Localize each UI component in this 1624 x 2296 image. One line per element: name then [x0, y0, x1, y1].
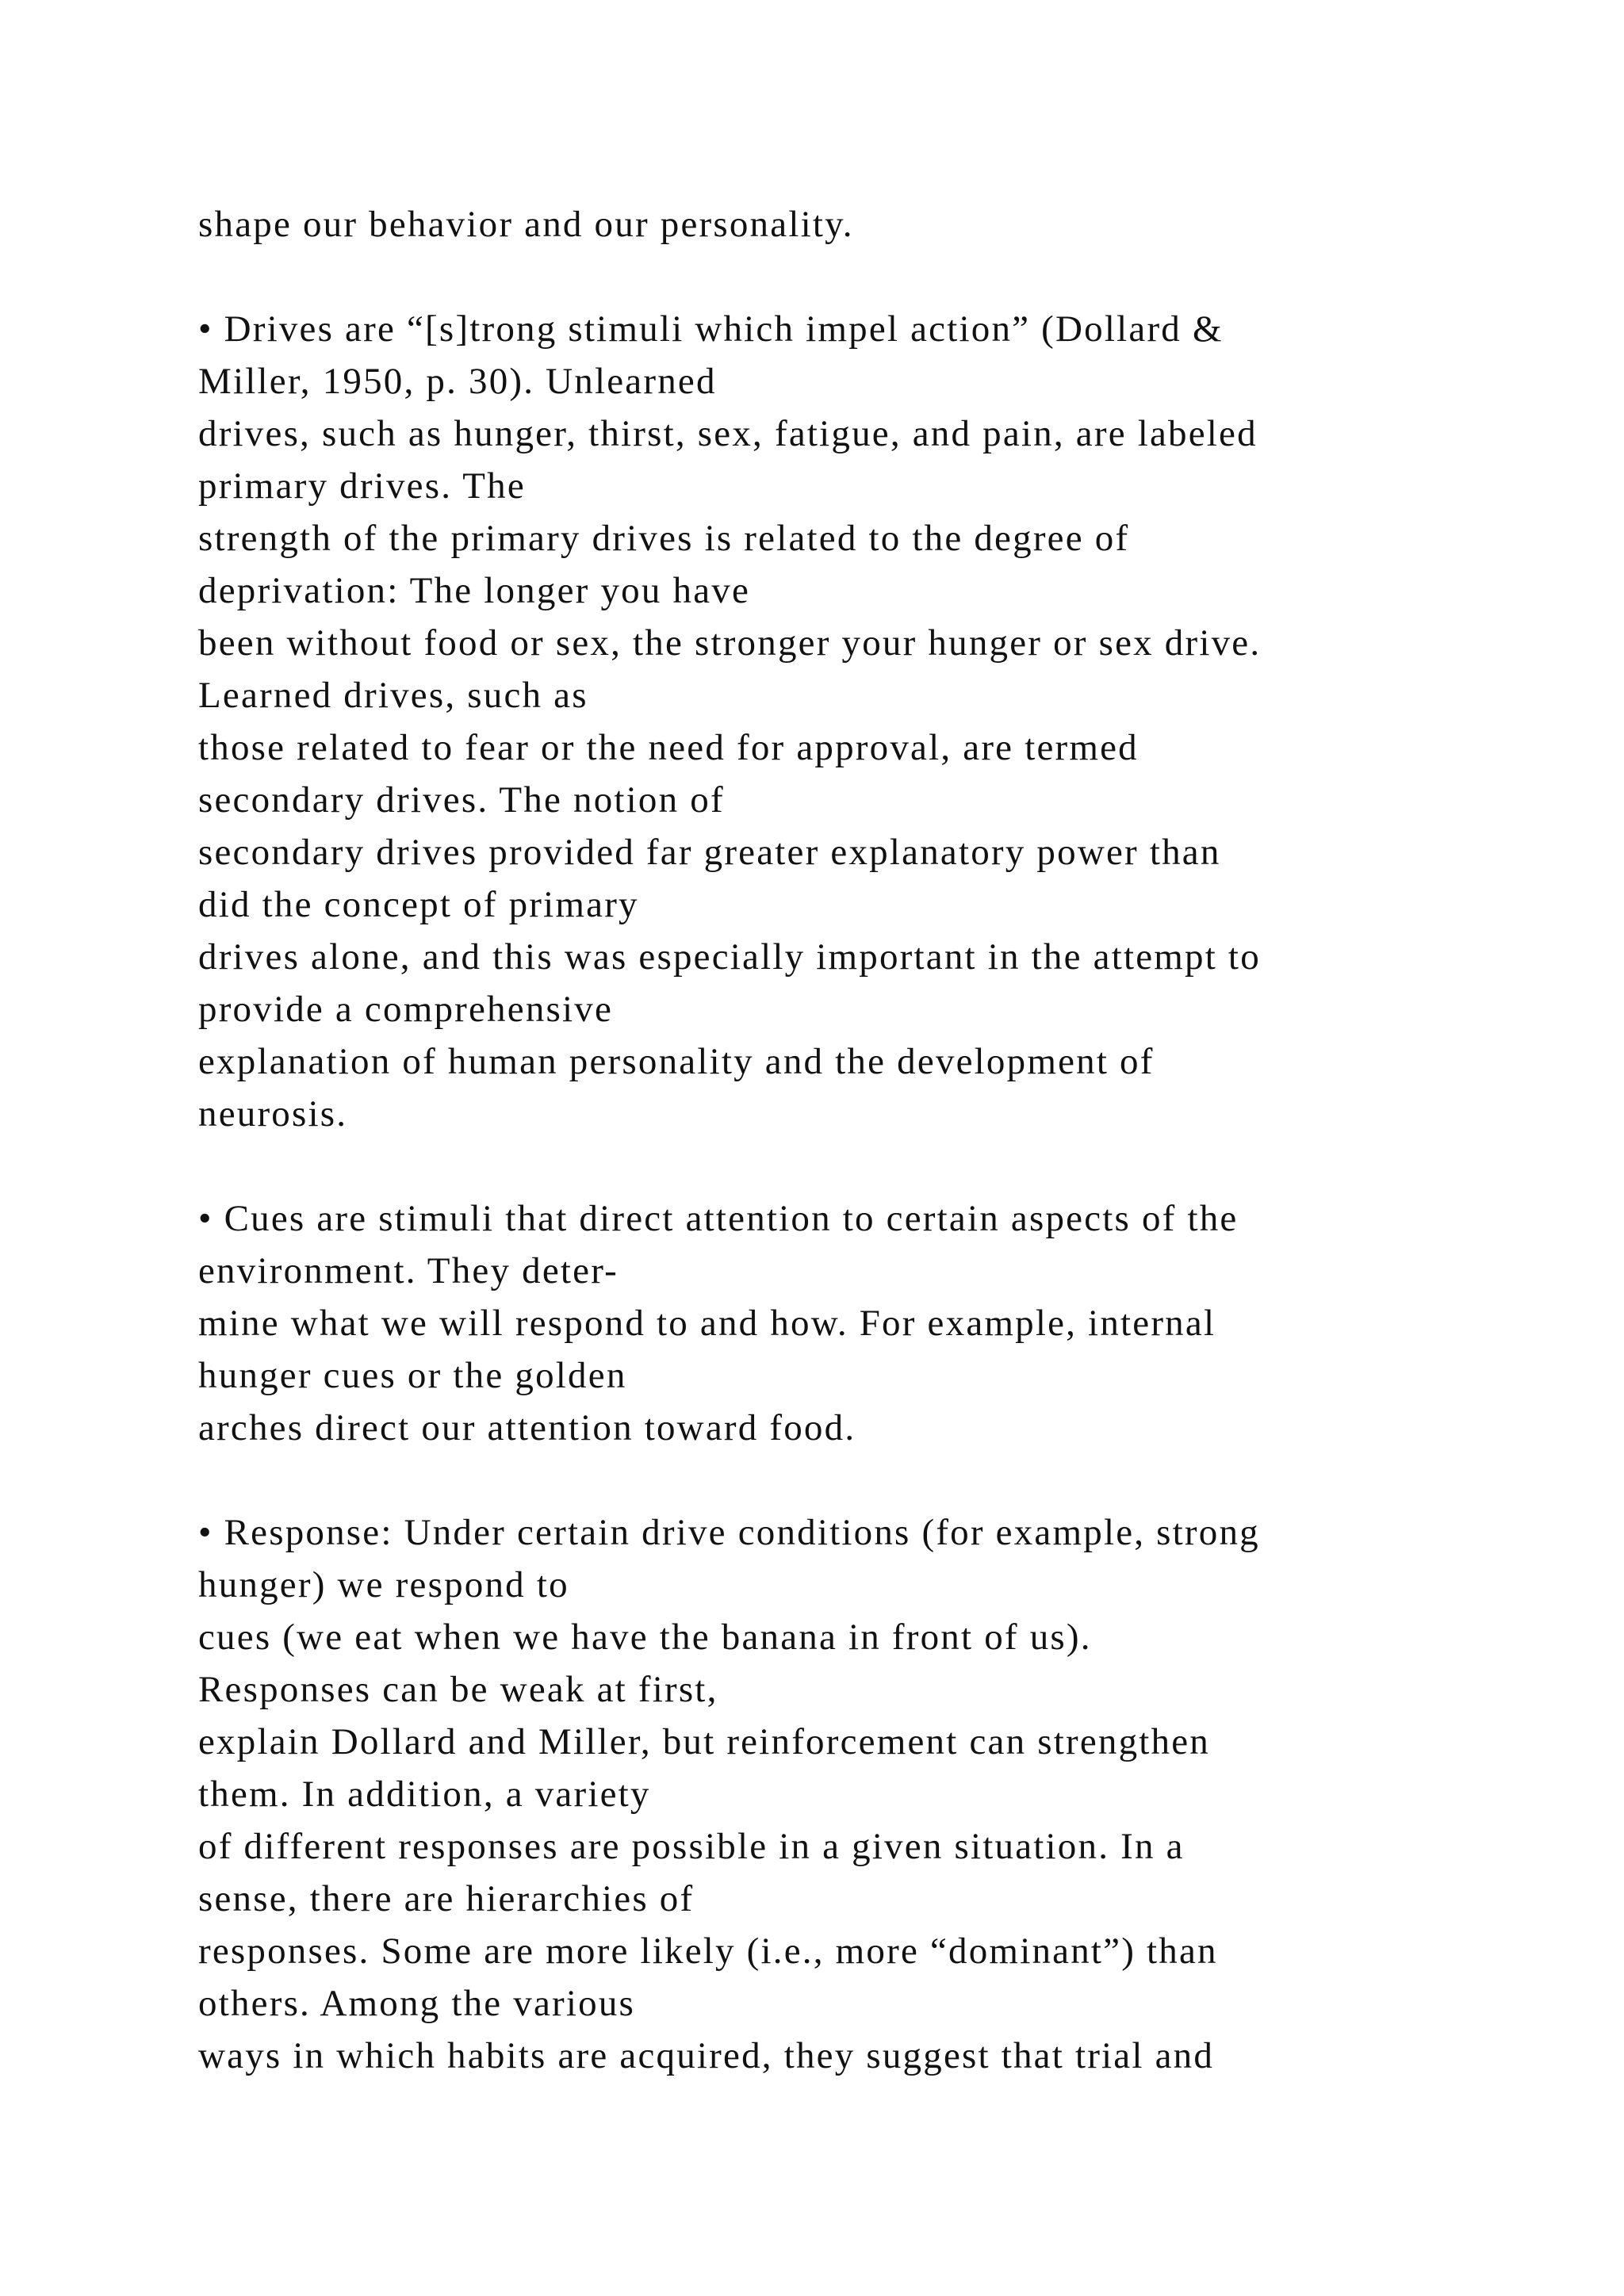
text-line: strength of the primary drives is related to the degree of	[198, 518, 1130, 559]
text-line: mine what we will respond to and how. For example, internal	[198, 1303, 1216, 1344]
text-line: Miller, 1950, p. 30). Unlearned	[198, 361, 717, 402]
text-line: • Response: Under certain drive conditions (for example, strong	[198, 1512, 1260, 1553]
text-line: deprivation: The longer you have	[198, 570, 751, 611]
text-line: provide a comprehensive	[198, 989, 614, 1030]
text-line: Responses can be weak at first,	[198, 1669, 718, 1710]
text-line: cues (we eat when we have the banana in front of us).	[198, 1617, 1092, 1658]
text-line: others. Among the various	[198, 1983, 636, 2024]
text-line: hunger cues or the golden	[198, 1355, 627, 1396]
document-body	[198, 198, 1467, 2082]
text-line: arches direct our attention toward food.	[198, 1407, 856, 1448]
paragraph-response	[198, 1506, 1467, 2082]
text-line: • Cues are stimuli that direct attention to certain aspects of the	[198, 1198, 1239, 1239]
paragraph-gap	[198, 251, 1467, 303]
text-line: secondary drives. The notion of	[198, 779, 725, 821]
text-line: drives, such as hunger, thirst, sex, fatigue, and pain, are labeled	[198, 413, 1258, 454]
text-line: explanation of human personality and the development of	[198, 1041, 1155, 1082]
text-line: responses. Some are more likely (i.e., more “dominant”) than	[198, 1931, 1218, 1972]
text-line: them. In addition, a variety	[198, 1774, 651, 1815]
paragraph-gap	[198, 1454, 1467, 1506]
text-line: been without food or sex, the stronger your hunger or sex drive.	[198, 622, 1262, 664]
paragraph-gap	[198, 1140, 1467, 1192]
text-line: primary drives. The	[198, 465, 526, 507]
text-line: sense, there are hierarchies of	[198, 1878, 695, 1919]
text-line: neurosis.	[198, 1093, 348, 1135]
paragraph-drives	[198, 303, 1467, 1140]
text-line: hunger) we respond to	[198, 1564, 569, 1605]
text-line: secondary drives provided far greater explanatory power than	[198, 832, 1221, 873]
text-line: • Drives are “[s]trong stimuli which impel action” (Dollard &	[198, 308, 1224, 350]
text-line: did the concept of primary	[198, 884, 639, 925]
text-line: explain Dollard and Miller, but reinforcement can strengthen	[198, 1721, 1210, 1762]
text-line: environment. They deter-	[198, 1250, 619, 1292]
paragraph-cues	[198, 1192, 1467, 1454]
text-line: drives alone, and this was especially important in the attempt to	[198, 936, 1261, 978]
text-line: shape our behavior and our personality.	[198, 204, 854, 245]
text-line: of different responses are possible in a given situation. In a	[198, 1826, 1185, 1867]
text-line: those related to fear or the need for approval, are termed	[198, 727, 1139, 768]
text-line: Learned drives, such as	[198, 675, 588, 716]
text-line: ways in which habits are acquired, they suggest that trial and	[198, 2035, 1215, 2076]
paragraph-intro	[198, 198, 1467, 251]
